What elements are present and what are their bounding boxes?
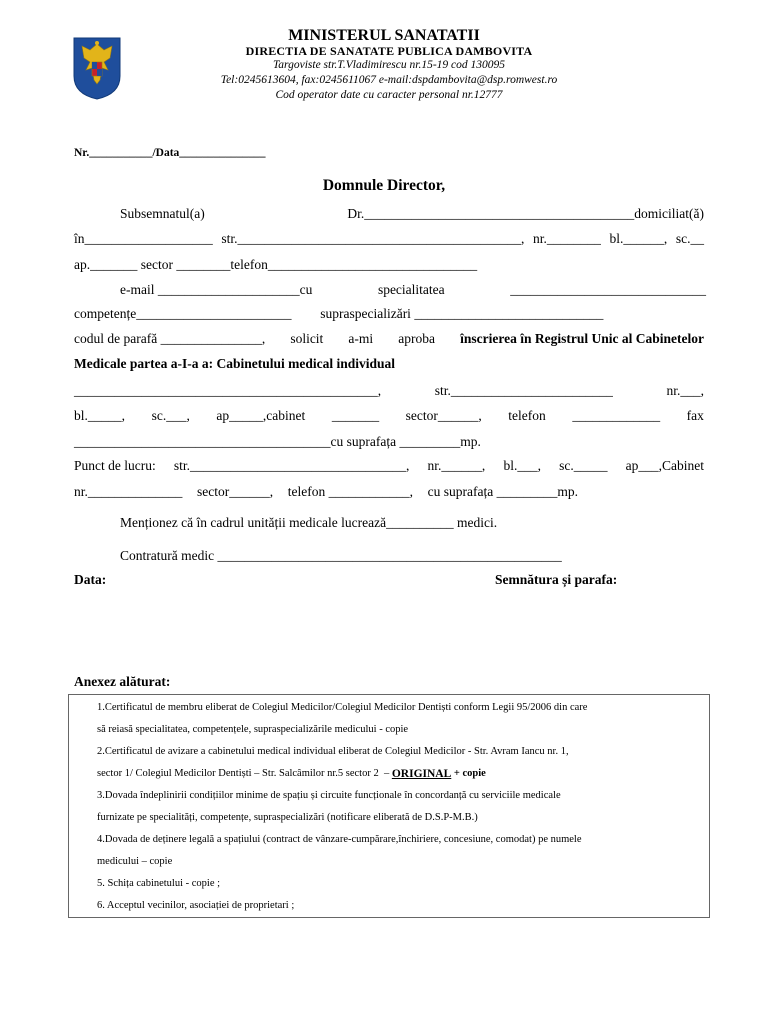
annex-item-1-line-1 [97, 697, 705, 719]
annex-item-3-text-b: furnizate pe specialități, competențe, supraspecializări (notificare eliberată de D.S.P-M.B.) [97, 812, 478, 823]
date-label: Data: [74, 572, 107, 587]
signature-label: Semnătura și parafa: [495, 572, 618, 587]
cabinet-apartment-field[interactable]: ap_____,cabinet [216, 408, 306, 423]
form-line-6 [74, 331, 704, 347]
cabinet-type-text: Medicale partea a-I-a a: Cabinetului medical individual [74, 356, 396, 371]
form-line-9 [74, 408, 704, 424]
form-line-3 [74, 257, 704, 273]
annex-item-2-text-b: sector 1/ Colegiul Medicilor Dentiști – Str. Salcâmilor nr.5 sector 2 – [97, 768, 392, 779]
annex-item-6-text: 6. Acceptul vecinilor, asociației de proprietari ; [97, 900, 295, 911]
annex-item-2-line-2 [97, 763, 705, 785]
workpoint-street-field[interactable]: str.________________________________, [173, 458, 410, 473]
specialty-field[interactable]: _____________________________ [510, 282, 706, 297]
annex-item-5 [97, 873, 705, 895]
annex-title: Anexez alăturat: [74, 674, 171, 689]
superspecialization-field[interactable]: supraspecializări ____________________________ [320, 306, 604, 321]
form-line-1 [120, 206, 704, 222]
fax-surface-field[interactable]: ______________________________________cu suprafața _________mp. [74, 434, 481, 449]
operator-code-line: Cod operator date cu caracter personal nr.12777 [275, 89, 503, 101]
block-field[interactable]: bl.______, [609, 231, 668, 246]
annex-item-3-text-a: 3.Dovada îndeplinirii condițiilor minime de spațiu și circuite funcționale în concordanță cu serviciile medicale [97, 790, 561, 801]
doctors-count-field[interactable]: Menționez că în cadrul unității medicale lucrează__________ medici. [120, 515, 498, 530]
word-aproba: aproba [398, 331, 436, 346]
cabinet-staircase-field[interactable]: sc.___, [151, 408, 190, 423]
contracted-doctor-field[interactable]: Contratură medic ___________________________________________________ [120, 548, 562, 563]
workpoint-sector-field[interactable]: sector______, [197, 484, 274, 499]
annex-list-box [68, 694, 710, 918]
annex-item-4-text-a: 4.Dovada de deținere legală a spațiului (contract de vânzare-cumpărare,închiriere, concesiune, comodat) pe numele [97, 834, 582, 845]
directorate-title: DIRECTIA DE SANATATE PUBLICA DAMBOVITA [245, 44, 533, 58]
street-field[interactable]: str.__________________________________________, [221, 231, 525, 246]
annex-item-3-line-1 [97, 785, 705, 807]
word-solicit: solicit [290, 331, 324, 346]
annex-item-4-line-2 [97, 851, 705, 873]
workpoint-surface-field[interactable]: cu suprafața _________mp. [427, 484, 578, 499]
annex-item-6 [97, 895, 705, 917]
email-field[interactable]: e-mail _____________________cu [120, 282, 313, 297]
number-field[interactable]: nr.________ [533, 231, 601, 246]
annex-item-3-line-2 [97, 807, 705, 829]
cabinet-phone-field[interactable]: _____________ [572, 408, 661, 423]
cabinet-street-field[interactable]: str.________________________ [434, 383, 613, 398]
annex-item-4-text-b: medicului – copie [97, 856, 173, 867]
annex-item-1-text-a: 1.Certificatul de membru eliberat de Colegiul Medicilor/Colegiul Medicilor Dentiști conform Legii 95/2006 din care [97, 702, 588, 713]
workpoint-block-field[interactable]: bl.___, [503, 458, 541, 473]
form-line-11 [74, 458, 704, 474]
registration-number-field[interactable]: Nr.___________/Data_______________ [74, 147, 266, 159]
annex-item-1-text-b: să reiasă specialitatea, competențele, supraspecializările medicului - copie [97, 724, 409, 735]
annex-item-1-line-2 [97, 719, 705, 741]
workpoint-number-field[interactable]: nr.______, [427, 458, 486, 473]
annex-list [97, 697, 705, 917]
workpoint-staircase-field[interactable]: sc._____ [559, 458, 608, 473]
city-field[interactable]: în___________________ [74, 231, 213, 246]
form-line-5 [74, 306, 704, 322]
annex-item-2-line-1 [97, 741, 705, 763]
workpoint-cabinet-number-field[interactable]: nr.______________ [74, 484, 183, 499]
annex-item-5-text: 5. Schița cabinetului - copie ; [97, 878, 221, 889]
form-line-12 [74, 484, 578, 500]
label-telefon: telefon [508, 408, 546, 423]
copy-label: + copie [451, 768, 486, 779]
workpoint-apartment-field[interactable]: ap___,Cabinet [625, 458, 704, 473]
word-a-mi: a-mi [348, 331, 374, 346]
staircase-field[interactable]: sc.__ [675, 231, 704, 246]
annex-item-4-line-1 [97, 829, 705, 851]
parafa-code-field[interactable]: codul de parafă _______________, [74, 331, 266, 346]
doctor-domicile-field[interactable]: Dr.________________________________________domiciliat(ă) [347, 206, 704, 221]
form-line-4 [120, 282, 706, 298]
cabinet-block-field[interactable]: bl._____, [74, 408, 126, 423]
ministry-title: MINISTERUL SANATATII [288, 27, 480, 44]
form-line-2 [74, 231, 704, 247]
competences-field[interactable]: competențe_______________________ [74, 306, 292, 321]
label-subsemnatul: Subsemnatul(a) [120, 206, 205, 221]
apartment-field[interactable]: ap._______ [74, 257, 138, 272]
sector-phone-field[interactable]: sector ________telefon_______________________________ [140, 257, 478, 272]
cabinet-blank-field[interactable]: _______ [331, 408, 380, 423]
contact-line: Tel:0245613604, fax:0245611067 e-mail:dspdambovita@dsp.romwest.ro [220, 74, 558, 86]
cabinet-name-field[interactable]: _____________________________________________, [74, 383, 382, 398]
label-specialitatea: specialitatea [377, 282, 445, 297]
registration-request-text: înscrierea în Registrul Unic al Cabinetelor [460, 331, 704, 346]
workpoint-phone-field[interactable]: telefon ____________, [287, 484, 414, 499]
annex-item-2-text-a: 2.Certificatul de avizare a cabinetului medical individual eliberat de Colegiul Medicilor - Str. Avram Iancu nr. 1, [97, 746, 569, 757]
label-punct-de-lucru: Punct de lucru: [74, 458, 156, 473]
cabinet-sector-field[interactable]: sector______, [405, 408, 482, 423]
original-label: ORIGINAL [391, 768, 452, 780]
salutation: Domnule Director, [322, 177, 446, 194]
cabinet-number-field[interactable]: nr.___, [666, 383, 704, 398]
form-line-8 [74, 383, 704, 399]
label-fax: fax [686, 408, 704, 423]
address-line: Targoviste str.T.Vladimirescu nr.15-19 cod 130095 [272, 59, 506, 71]
